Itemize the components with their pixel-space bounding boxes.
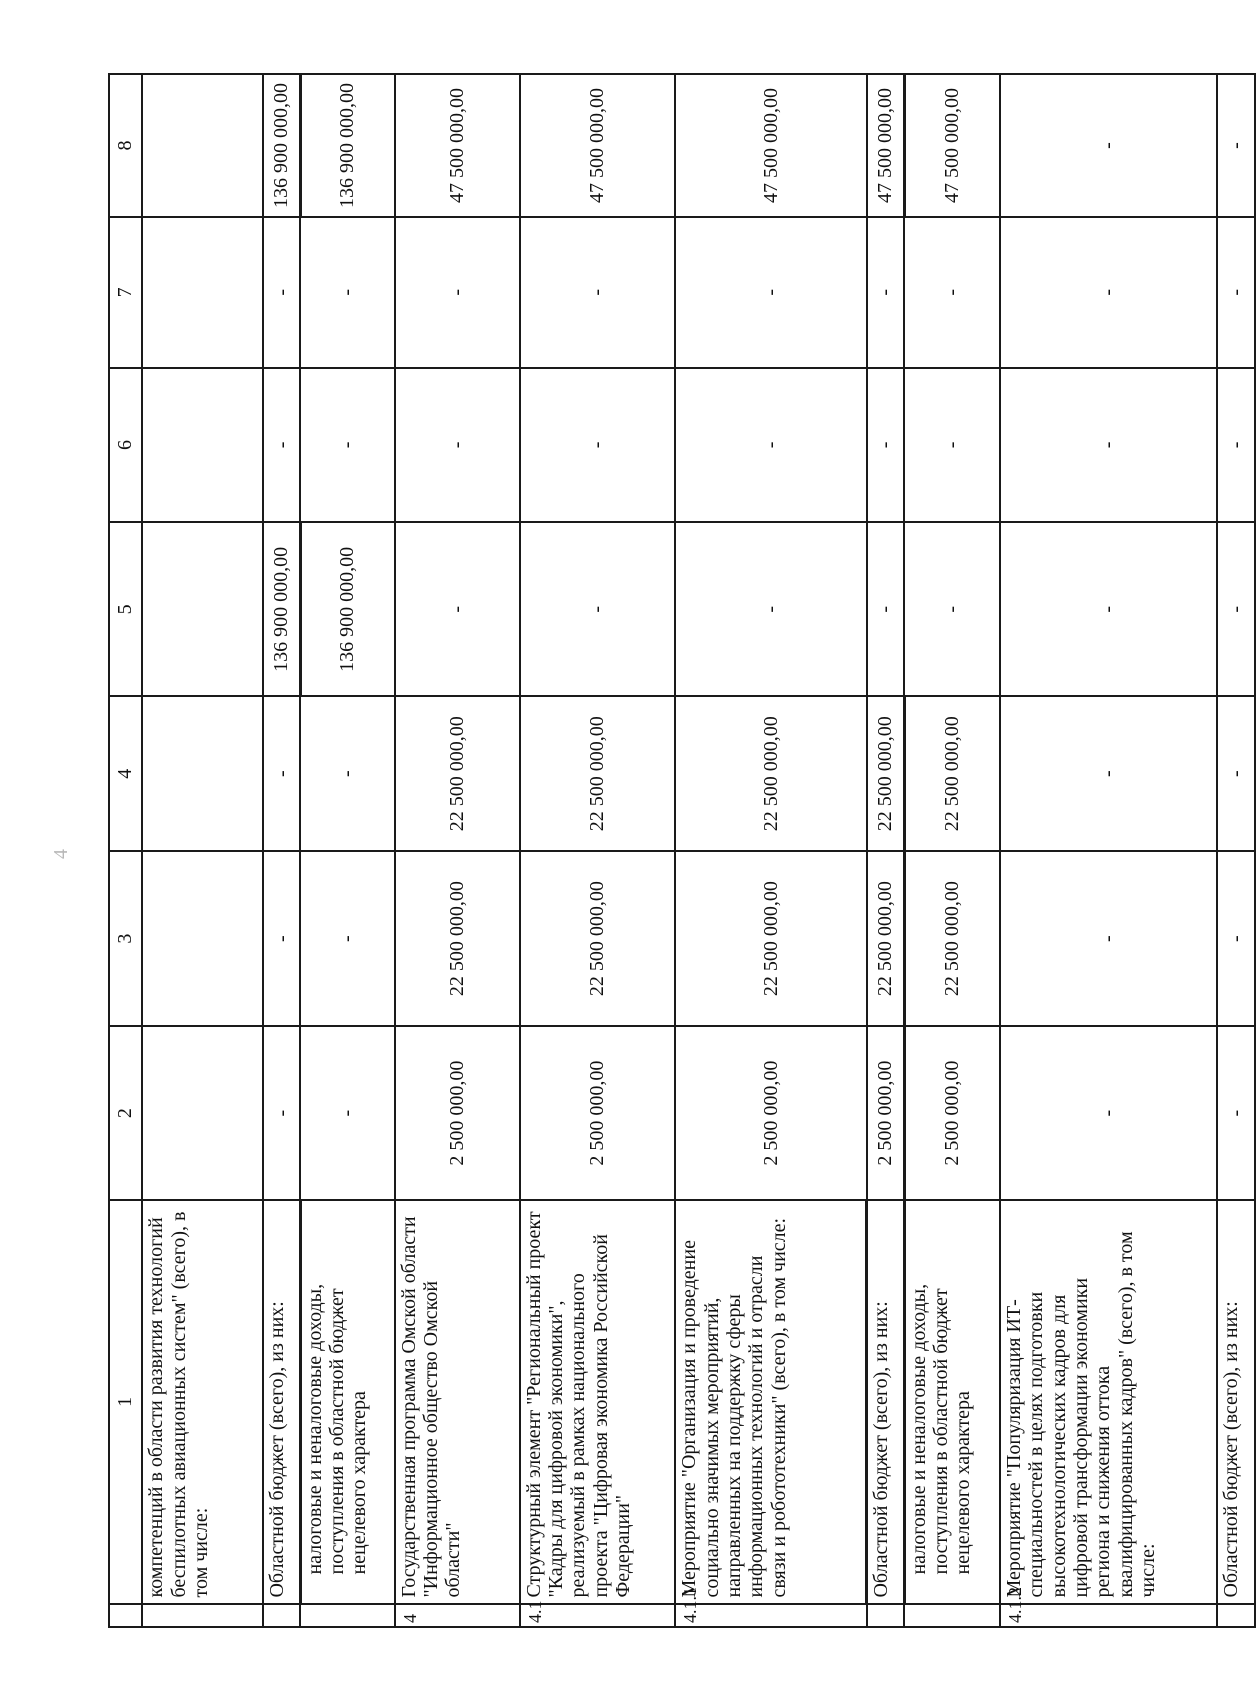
value-cell: - — [675, 217, 866, 367]
value-cell — [142, 522, 263, 696]
value-cell: - — [1217, 368, 1255, 523]
value-cell: 22 500 000,00 — [395, 851, 520, 1026]
value-cell: - — [867, 217, 904, 367]
row-name: налоговые и неналоговые доходы, поступления в областной бюджет нецелевого характера — [904, 1200, 1000, 1603]
value-cell: - — [1000, 851, 1217, 1026]
table-row — [263, 74, 300, 1627]
page-number: 4 — [50, 849, 72, 859]
column-number-row — [109, 74, 142, 1627]
row-number — [1217, 1604, 1255, 1627]
row-number: 4 — [395, 1604, 520, 1627]
value-cell: 2 500 000,00 — [520, 1026, 676, 1200]
value-cell: 22 500 000,00 — [520, 851, 676, 1026]
value-cell: - — [263, 851, 300, 1026]
value-cell: 136 900 000,00 — [300, 74, 394, 217]
financing-table — [108, 73, 1256, 1628]
value-cell: 2 500 000,00 — [675, 1026, 866, 1200]
value-cell: 2 500 000,00 — [867, 1026, 904, 1200]
value-cell: 22 500 000,00 — [395, 696, 520, 851]
column-header: 6 — [109, 368, 142, 523]
value-cell: 47 500 000,00 — [675, 74, 866, 217]
row-name: налоговые и неналоговые доходы, поступления в областной бюджет нецелевого характера — [300, 1200, 394, 1603]
value-cell: - — [300, 368, 394, 523]
row-name: Областной бюджет (всего), из них: — [1217, 1200, 1255, 1603]
column-header: 4 — [109, 696, 142, 851]
value-cell: - — [300, 696, 394, 851]
column-header: 2 — [109, 1026, 142, 1200]
row-name: Государственная программа Омской области "Информационное общество Омской области" — [395, 1200, 520, 1603]
value-cell: 136 900 000,00 — [263, 74, 300, 217]
row-number — [867, 1604, 904, 1627]
row-number — [142, 1604, 263, 1627]
column-header — [109, 1604, 142, 1627]
value-cell: - — [1000, 1026, 1217, 1200]
value-cell: - — [1000, 696, 1217, 851]
table-row — [520, 74, 676, 1627]
row-number: 4.1.1 — [675, 1604, 866, 1627]
value-cell: 136 900 000,00 — [300, 522, 394, 696]
value-cell — [142, 851, 263, 1026]
column-header: 3 — [109, 851, 142, 1026]
value-cell: - — [904, 368, 1000, 523]
table-row — [867, 74, 904, 1627]
row-name: Областной бюджет (всего), из них: — [263, 1200, 300, 1603]
value-cell: - — [263, 217, 300, 367]
value-cell: - — [395, 217, 520, 367]
value-cell: 22 500 000,00 — [520, 696, 676, 851]
value-cell: 47 500 000,00 — [520, 74, 676, 217]
value-cell: - — [904, 522, 1000, 696]
value-cell: - — [300, 851, 394, 1026]
value-cell: 22 500 000,00 — [867, 851, 904, 1026]
value-cell: - — [904, 217, 1000, 367]
row-name: Структурный элемент "Региональный проект "Кадры для цифровой экономики", реализуемый в рамках национального проекта "Цифровая экономика Российской Федерации" — [520, 1200, 676, 1603]
value-cell: - — [1217, 696, 1255, 851]
value-cell — [142, 217, 263, 367]
value-cell: - — [395, 522, 520, 696]
row-number: 4.1 — [520, 1604, 676, 1627]
value-cell: - — [1000, 368, 1217, 523]
row-name: Областной бюджет (всего), из них: — [867, 1200, 904, 1603]
column-header: 5 — [109, 522, 142, 696]
value-cell: - — [867, 522, 904, 696]
table-row — [904, 74, 1000, 1627]
value-cell — [142, 368, 263, 523]
value-cell — [142, 74, 263, 217]
value-cell: 136 900 000,00 — [263, 522, 300, 696]
value-cell: - — [1217, 74, 1255, 217]
value-cell: - — [520, 217, 676, 367]
value-cell: - — [300, 1026, 394, 1200]
value-cell: - — [263, 1026, 300, 1200]
value-cell: - — [1000, 217, 1217, 367]
value-cell: - — [1000, 522, 1217, 696]
column-header: 7 — [109, 217, 142, 367]
value-cell — [142, 1026, 263, 1200]
value-cell: - — [263, 696, 300, 851]
value-cell: - — [1217, 217, 1255, 367]
table-row — [1000, 74, 1217, 1627]
value-cell: - — [520, 368, 676, 523]
value-cell: - — [1217, 851, 1255, 1026]
value-cell: - — [1217, 1026, 1255, 1200]
row-number: 4.1.2 — [1000, 1604, 1217, 1627]
value-cell — [142, 696, 263, 851]
rotated-table-wrapper — [108, 73, 1256, 1628]
value-cell: - — [395, 368, 520, 523]
value-cell: 22 500 000,00 — [904, 696, 1000, 851]
value-cell: - — [300, 217, 394, 367]
table-row — [675, 74, 866, 1627]
row-name: Мероприятие "Организация и проведение социально значимых мероприятий, направленных на поддержку сферы информационных технологий и отрасли связи и робототехники" (всего), в том числе: — [675, 1200, 866, 1603]
value-cell: 2 500 000,00 — [904, 1026, 1000, 1200]
row-name: компетенций в области развития технологий беспилотных авиационных систем" (всего), в том числе: — [142, 1200, 263, 1603]
value-cell: - — [263, 368, 300, 523]
value-cell: 22 500 000,00 — [867, 696, 904, 851]
value-cell: 47 500 000,00 — [395, 74, 520, 217]
value-cell: - — [1217, 522, 1255, 696]
value-cell: 2 500 000,00 — [395, 1026, 520, 1200]
row-number — [300, 1604, 394, 1627]
table-row — [395, 74, 520, 1627]
value-cell: - — [867, 368, 904, 523]
value-cell: 22 500 000,00 — [675, 851, 866, 1026]
value-cell: 47 500 000,00 — [904, 74, 1000, 217]
value-cell: - — [675, 368, 866, 523]
table-row — [300, 74, 394, 1627]
value-cell: 22 500 000,00 — [904, 851, 1000, 1026]
value-cell: - — [520, 522, 676, 696]
row-name: Мероприятие "Популяризация ИТ-специальностей в целях подготовки высокотехнологических кадров для цифровой трансформации экономики региона и снижения оттока квалифицированных кадров" (всего), в том числе: — [1000, 1200, 1217, 1603]
column-header: 8 — [109, 74, 142, 217]
table-row — [142, 74, 263, 1627]
value-cell: - — [675, 522, 866, 696]
row-number — [904, 1604, 1000, 1627]
row-number — [263, 1604, 300, 1627]
column-header: 1 — [109, 1200, 142, 1603]
value-cell: 22 500 000,00 — [675, 696, 866, 851]
value-cell: - — [1000, 74, 1217, 217]
value-cell: 47 500 000,00 — [867, 74, 904, 217]
table-row — [1217, 74, 1255, 1627]
